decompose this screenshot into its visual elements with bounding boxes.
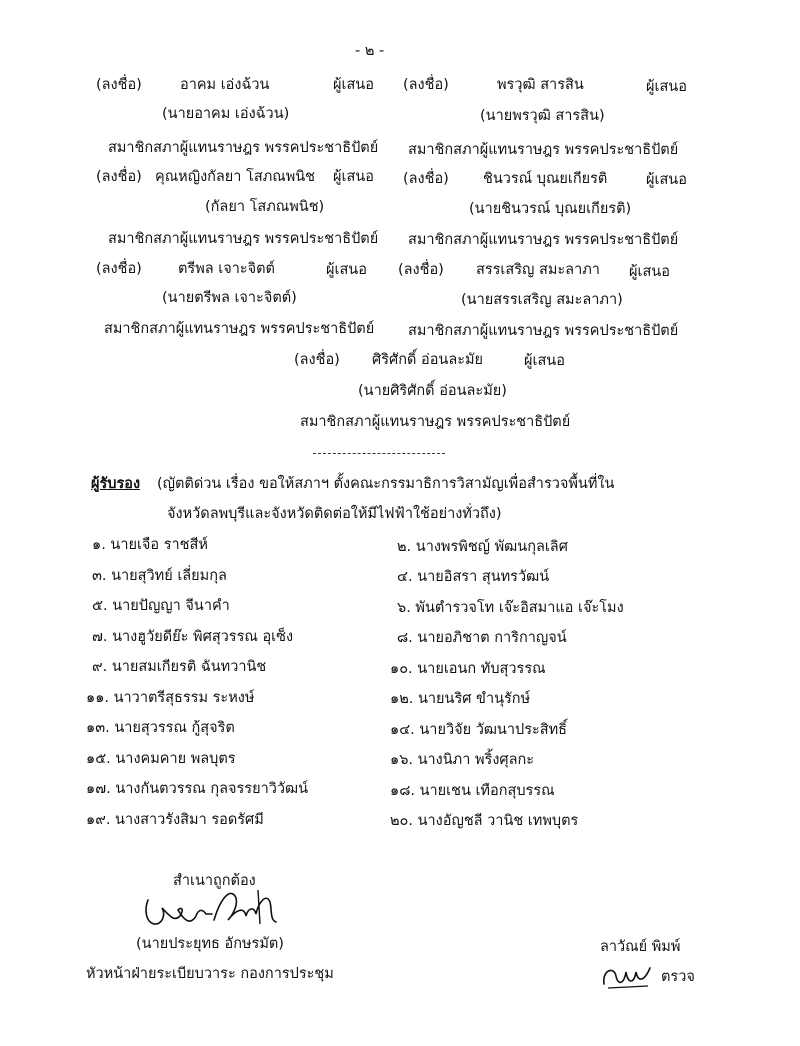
proposer-full-name: (นายอาคม เอ่งฉ้วน) — [162, 106, 290, 122]
proposer-full-name: (นายชินวรณ์ บุณยเกียรติ) — [469, 201, 632, 217]
motion-title-line2: จังหวัดลพบุรีและจังหวัดติดต่อให้มีไฟฟ้าใช้อย่างทั่วถึง) — [167, 506, 502, 522]
endorser-item: ๑๒. นายนริศ ขำนุรักษ์ — [390, 691, 531, 707]
motion-title-line1: (ญัตติด่วน เรื่อง ขอให้สภาฯ ตั้งคณะกรรมาธิการวิสามัญเพื่อสำรวจพื้นที่ใน — [157, 476, 615, 492]
member-title: สมาชิกสภาผู้แทนราษฎร พรรคประชาธิปัตย์ — [408, 323, 679, 339]
proposer-full-name: (นายพรวุฒิ สารสิน) — [480, 108, 605, 124]
endorser-item: ๑๑. นาวาตรีสุธรรม ระหงษ์ — [86, 690, 255, 706]
proposer-name: อาคม เอ่งฉ้วน — [180, 77, 270, 93]
member-title: สมาชิกสภาผู้แทนราษฎร พรรคประชาธิปัตย์ — [104, 321, 375, 337]
typist-label: ลาวัณย์ พิมพ์ — [600, 939, 681, 955]
endorser-item: ๒๐. นางอัญชลี วานิช เทพบุตร — [390, 813, 579, 829]
certified-copy-label: สำเนาถูกต้อง — [173, 873, 256, 889]
proposer-name: คุณหญิงกัลยา โสภณพนิช — [155, 169, 316, 185]
certifier-position: หัวหน้าฝ่ายระเบียบวาระ กองการประชุม — [86, 966, 334, 982]
proposer-name: ตรีพล เจาะจิตต์ — [178, 261, 275, 277]
endorser-item: ๖. พันตำรวจโท เจ๊ะอิสมาแอ เจ๊ะโมง — [397, 600, 624, 616]
endorser-item: ๙. นายสมเกียรติ ฉันทวานิช — [92, 659, 267, 675]
proposer-label: ผู้เสนอ — [326, 262, 367, 278]
proposer-full-name: (กัลยา โสภณพนิช) — [205, 199, 325, 215]
sign-label: (ลงชื่อ) — [294, 352, 340, 368]
member-title: สมาชิกสภาผู้แทนราษฎร พรรคประชาธิปัตย์ — [300, 414, 571, 430]
page-number: - ๒ - — [355, 43, 385, 59]
endorser-item: ๑๐. นายเอนก ทับสุวรรณ — [390, 661, 546, 677]
sign-label: (ลงชื่อ) — [398, 262, 444, 278]
proposer-label: ผู้เสนอ — [333, 169, 374, 185]
proposer-full-name: (นายตรีพล เจาะจิตต์) — [162, 290, 297, 306]
endorser-item: ๑๔. นายวิจัย วัฒนาประสิทธิ์ — [390, 722, 568, 738]
endorser-item: ๕. นายปัญญา จีนาคำ — [92, 598, 230, 614]
proposer-name: ชินวรณ์ บุณยเกียรติ — [483, 171, 608, 187]
endorser-item: ๑๕. นางคมคาย พลบุตร — [86, 751, 236, 767]
member-title: สมาชิกสภาผู้แทนราษฎร พรรคประชาธิปัตย์ — [408, 142, 679, 158]
proposer-label: ผู้เสนอ — [629, 264, 670, 280]
sign-label: (ลงชื่อ) — [403, 171, 449, 187]
endorser-item: ๔. นายอิสรา สุนทรวัฒน์ — [397, 569, 550, 585]
endorser-item: ๑๓. นายสุวรรณ กู้สุจริต — [86, 720, 235, 736]
member-title: สมาชิกสภาผู้แทนราษฎร พรรคประชาธิปัตย์ — [408, 232, 679, 248]
endorser-item: ๓. นายสุวิทย์ เลี่ยมกุล — [92, 568, 227, 584]
endorser-item: ๗. นางฮูวัยดีย๊ะ พิศสุวรรณ อุเซ็ง — [92, 629, 294, 645]
proposer-label: ผู้เสนอ — [524, 353, 565, 369]
endorser-item: ๒. นางพรพิชญ์ พัฒนกุลเลิศ — [397, 539, 568, 555]
proposer-label: ผู้เสนอ — [333, 77, 374, 93]
sign-label: (ลงชื่อ) — [96, 169, 142, 185]
sign-label: (ลงชื่อ) — [96, 261, 142, 277]
endorsement-label: ผู้รับรอง — [91, 476, 141, 492]
sign-label: (ลงชื่อ) — [403, 77, 449, 93]
member-title: สมาชิกสภาผู้แทนราษฎร พรรคประชาธิปัตย์ — [108, 231, 379, 247]
endorser-item: ๘. นายอภิชาต การิกาญจน์ — [397, 630, 567, 646]
checker-initials — [598, 960, 658, 992]
proposer-label: ผู้เสนอ — [646, 79, 687, 95]
endorser-item: ๑๘. นายเชน เทือกสุบรรณ — [390, 783, 555, 799]
proposer-name: พรวุฒิ สารสิน — [497, 77, 584, 93]
certifier-name: (นายประยุทธ อักษรมัต) — [136, 936, 284, 952]
endorser-item: ๑. นายเจือ ราชสีห์ — [92, 537, 208, 553]
checked-label: ตรวจ — [661, 969, 695, 985]
endorser-item: ๑๖. นางนิภา พริ้งศุลกะ — [390, 752, 535, 768]
proposer-name: ศิริศักดิ์ อ่อนละมัย — [372, 352, 484, 368]
endorser-item: ๑๗. นางกันตวรรณ กุลจรรยาวิวัฒน์ — [86, 781, 309, 797]
certifier-signature — [140, 880, 290, 935]
member-title: สมาชิกสภาผู้แทนราษฎร พรรคประชาธิปัตย์ — [108, 140, 379, 156]
proposer-full-name: (นายสรรเสริญ สมะลาภา) — [461, 292, 623, 308]
proposer-name: สรรเสริญ สมะลาภา — [476, 262, 600, 278]
sign-label: (ลงชื่อ) — [96, 77, 142, 93]
proposer-full-name: (นายศิริศักดิ์ อ่อนละมัย) — [358, 383, 507, 399]
section-separator — [313, 453, 445, 454]
proposer-label: ผู้เสนอ — [646, 172, 687, 188]
endorser-item: ๑๙. นางสาวรังสิมา รอดรัศมี — [86, 812, 264, 828]
